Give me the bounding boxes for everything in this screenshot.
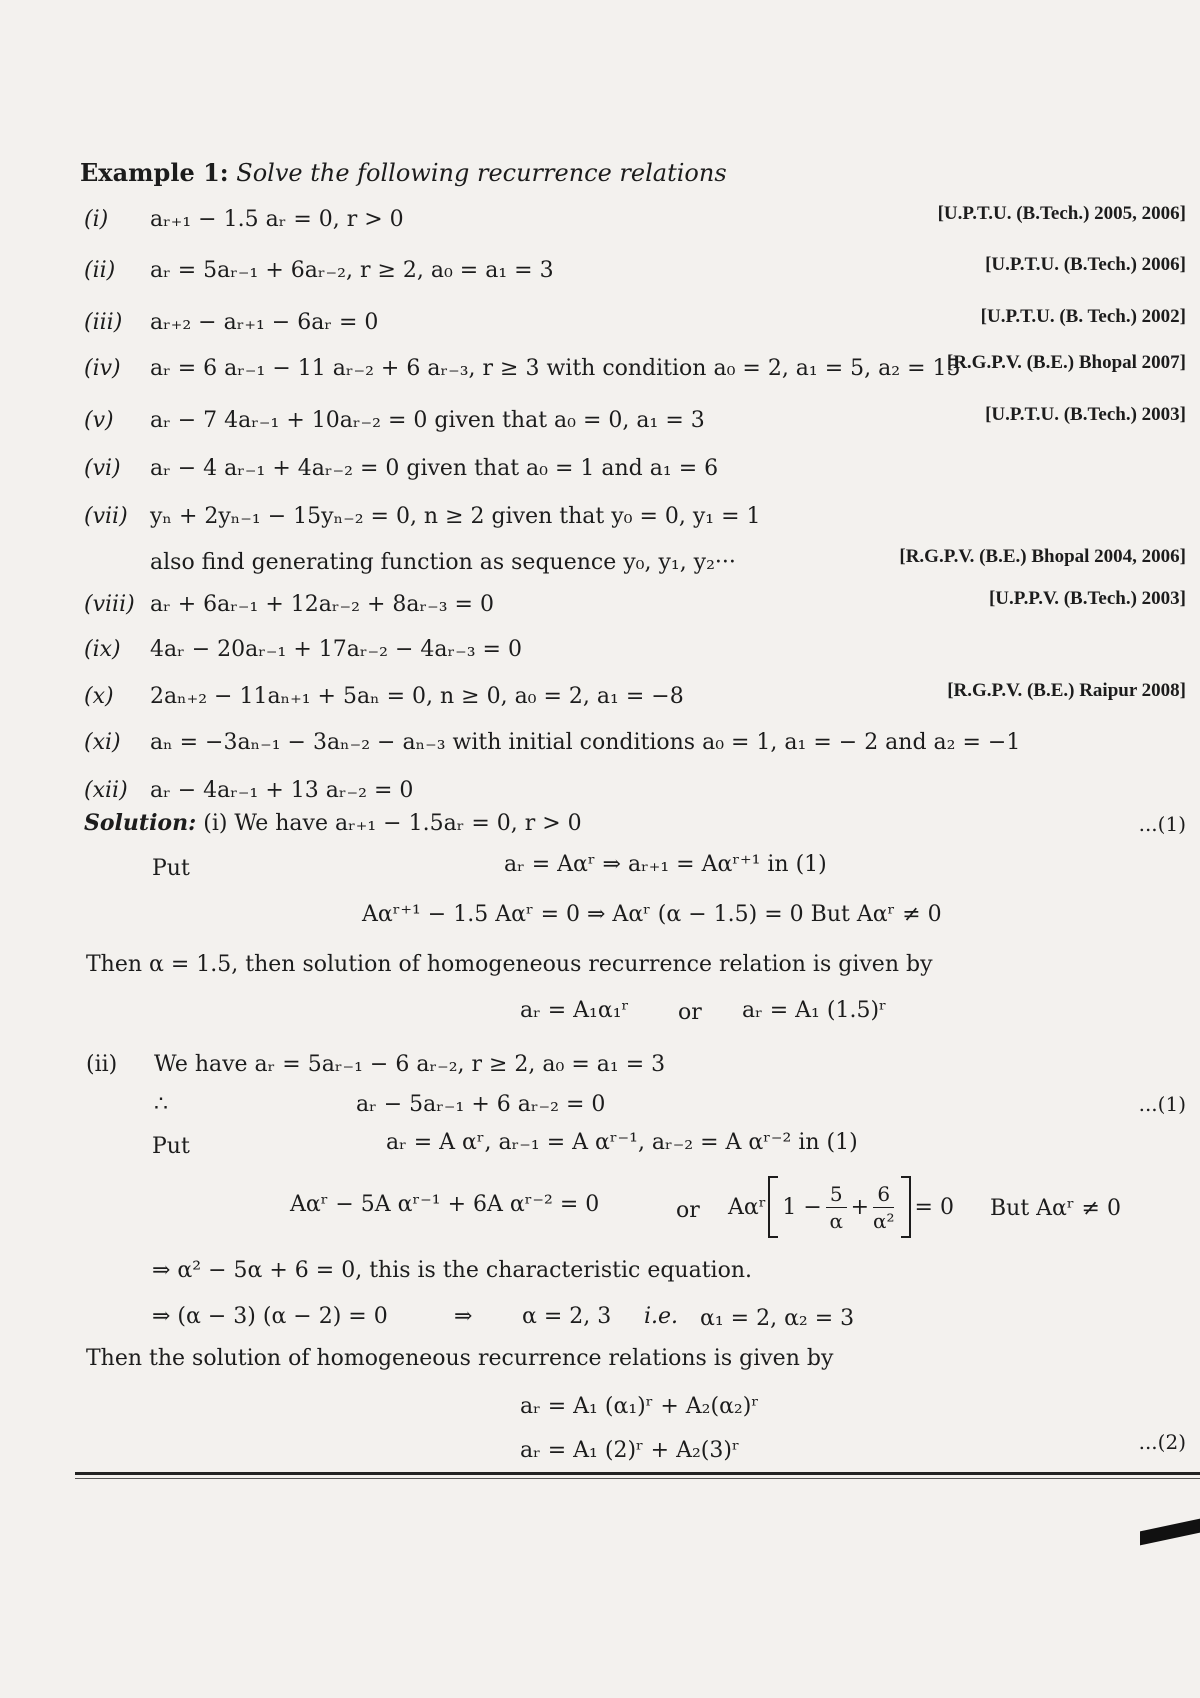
example-text: Solve the following recurrence relations — [236, 159, 727, 187]
fraction-num: 5 — [826, 1181, 847, 1208]
put-label: Put — [152, 1134, 190, 1159]
right-bracket — [901, 1176, 911, 1238]
put-expression: aᵣ = Aαʳ ⇒ aᵣ₊₁ = Aαʳ⁺¹ in (1) — [504, 852, 827, 877]
fraction-den: α — [829, 1208, 843, 1233]
fraction-5-alpha — [826, 1181, 847, 1234]
exercise-number: (vii) — [84, 504, 128, 529]
factorization: ⇒ (α − 3) (α − 2) = 0 — [152, 1304, 388, 1329]
exercise-reference: [R.G.P.V. (B.E.) Bhopal 2007] — [946, 352, 1186, 373]
equation-tag: ...(1) — [1138, 812, 1186, 836]
general-solution: aᵣ = A₁ (α₁)ʳ + A₂(α₂)ʳ — [520, 1394, 759, 1419]
solution-i-then: Then α = 1.5, then solution of homogeneous recurrence relation is given by — [86, 952, 933, 977]
exercise-expression: aᵣ = 5aᵣ₋₁ + 6aᵣ₋₂, r ≥ 2, a₀ = a₁ = 3 — [150, 258, 554, 283]
exercise-reference: [R.G.P.V. (B.E.) Bhopal 2004, 2006] — [899, 546, 1186, 567]
exercise-number: (vi) — [84, 456, 121, 481]
exercise-expression: aᵣ − 4aᵣ₋₁ + 13 aᵣ₋₂ = 0 — [150, 778, 414, 803]
exercise-expression: aᵣ = 6 aᵣ₋₁ − 11 aᵣ₋₂ + 6 aᵣ₋₃, r ≥ 3 with condition a₀ = 2, a₁ = 5, a₂ = 15 — [150, 356, 961, 381]
exercise-expression: aᵣ₊₁ − 1.5 aᵣ = 0, r > 0 — [150, 207, 404, 232]
solution-b: aᵣ = A₁ (1.5)ʳ — [742, 998, 887, 1023]
bracket-prefix: Aαʳ — [728, 1194, 767, 1220]
exercise-reference: [U.P.T.U. (B.Tech.) 2003] — [985, 404, 1186, 425]
exercise-expression: aᵣ + 6aᵣ₋₁ + 12aᵣ₋₂ + 8aᵣ₋₃ = 0 — [150, 592, 494, 617]
equation-line: Aαʳ⁺¹ − 1.5 Aαʳ = 0 ⇒ Aαʳ (α − 1.5) = 0 But Aαʳ ≠ 0 — [362, 902, 942, 927]
fraction-den: α² — [873, 1208, 895, 1233]
exercise-expression: aᵣ − 4 aᵣ₋₁ + 4aᵣ₋₂ = 0 given that a₀ = 1 and a₁ = 6 — [150, 456, 719, 481]
put-label: Put — [152, 856, 190, 881]
bracket-plus: + — [850, 1194, 869, 1220]
fraction-6-alpha2 — [873, 1181, 895, 1234]
or-text: or — [678, 1000, 702, 1025]
bracket-equals: = 0 — [914, 1194, 954, 1220]
exercise-number: (iv) — [84, 356, 121, 381]
equation-tag: ...(1) — [1138, 1092, 1186, 1116]
exercise-expression: also find generating function as sequence y₀, y₁, y₂··· — [150, 550, 736, 575]
solution-ii-intro: We have aᵣ = 5aᵣ₋₁ − 6 aᵣ₋₂, r ≥ 2, a₀ = a₁ = 3 — [154, 1052, 666, 1077]
exercise-number: (iii) — [84, 310, 123, 335]
left-bracket — [768, 1176, 778, 1238]
put-expression: aᵣ = A αʳ, aᵣ₋₁ = A αʳ⁻¹, aᵣ₋₂ = A αʳ⁻² in (1) — [386, 1130, 858, 1155]
example-heading — [80, 158, 727, 187]
exercise-expression: aᵣ₊₂ − aᵣ₊₁ − 6aᵣ = 0 — [150, 310, 379, 335]
solution-ii-then: Then the solution of homogeneous recurrence relations is given by — [86, 1346, 834, 1371]
exercise-number: (ix) — [84, 637, 121, 662]
bracket-expression — [728, 1172, 954, 1242]
characteristic-equation: ⇒ α² − 5α + 6 = 0, this is the characteristic equation. — [152, 1258, 752, 1283]
exercise-reference: [U.P.T.U. (B. Tech.) 2002] — [980, 306, 1186, 327]
solution-label: Solution: — [84, 810, 197, 836]
exercise-expression: 2aₙ₊₂ − 11aₙ₊₁ + 5aₙ = 0, n ≥ 0, a₀ = 2, a₁ = −8 — [150, 684, 684, 709]
exercise-expression: aₙ = −3aₙ₋₁ − 3aₙ₋₂ − aₙ₋₃ with initial conditions a₀ = 1, a₁ = − 2 and a₂ = −1 — [150, 730, 1021, 755]
solution-ii-num: (ii) — [86, 1052, 118, 1077]
particular-solution: aᵣ = A₁ (2)ʳ + A₂(3)ʳ — [520, 1438, 740, 1463]
example-label: Example 1: — [80, 158, 229, 187]
roots: α = 2, 3 — [522, 1304, 612, 1329]
exercise-number: (x) — [84, 684, 114, 709]
or-text: or — [676, 1198, 700, 1223]
exercise-expression: yₙ + 2yₙ₋₁ − 15yₙ₋₂ = 0, n ≥ 2 given that y₀ = 0, y₁ = 1 — [150, 504, 761, 529]
relation: aᵣ − 5aᵣ₋₁ + 6 aᵣ₋₂ = 0 — [356, 1092, 606, 1117]
solution-intro — [84, 810, 582, 836]
exercise-number: (ii) — [84, 258, 116, 283]
solution-a: aᵣ = A₁α₁ʳ — [520, 998, 630, 1023]
equation-line-a: Aαʳ − 5A αʳ⁻¹ + 6A αʳ⁻² = 0 — [290, 1192, 600, 1217]
exercise-number: (v) — [84, 408, 114, 433]
exercise-reference: [U.P.P.V. (B.Tech.) 2003] — [988, 588, 1186, 609]
page-corner-shadow — [1140, 1519, 1200, 1546]
ie-text: i.e. — [644, 1304, 679, 1329]
exercise-number: (i) — [84, 207, 109, 232]
exercise-expression: 4aᵣ − 20aᵣ₋₁ + 17aᵣ₋₂ − 4aᵣ₋₃ = 0 — [150, 637, 522, 662]
exercise-reference: [U.P.T.U. (B.Tech.) 2005, 2006] — [937, 203, 1186, 224]
exercise-reference: [R.G.P.V. (B.E.) Raipur 2008] — [947, 680, 1186, 701]
exercise-number: (xii) — [84, 778, 128, 803]
implies-symbol: ⇒ — [454, 1304, 473, 1329]
exercise-number: (viii) — [84, 592, 135, 617]
bottom-rule — [75, 1472, 1200, 1475]
but-nonzero: But Aαʳ ≠ 0 — [990, 1196, 1121, 1221]
exercise-reference: [U.P.T.U. (B.Tech.) 2006] — [985, 254, 1186, 275]
fraction-num: 6 — [873, 1181, 894, 1208]
therefore-symbol: ∴ — [154, 1092, 168, 1117]
solution-i-intro: (i) We have aᵣ₊₁ − 1.5aᵣ = 0, r > 0 — [203, 811, 582, 836]
roots-named: α₁ = 2, α₂ = 3 — [700, 1306, 855, 1331]
bracket-one: 1 − — [782, 1194, 822, 1220]
exercise-number: (xi) — [84, 730, 121, 755]
equation-tag: ...(2) — [1138, 1430, 1186, 1454]
bottom-rule-thin — [75, 1478, 1200, 1479]
exercise-expression: aᵣ − 7 4aᵣ₋₁ + 10aᵣ₋₂ = 0 given that a₀ = 0, a₁ = 3 — [150, 408, 705, 433]
